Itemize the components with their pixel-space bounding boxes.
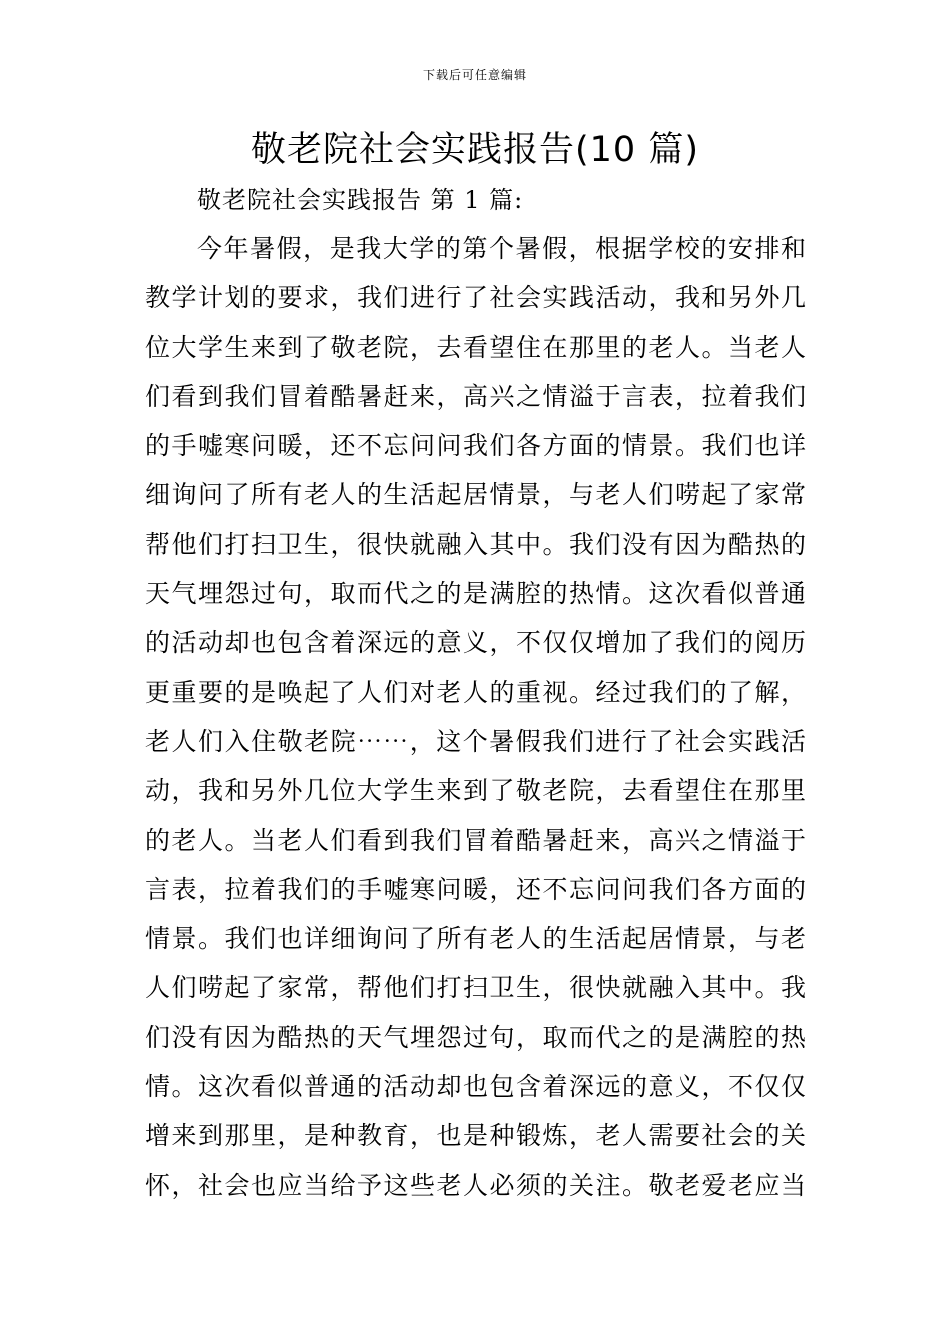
body-line: 动，我和另外几位大学生来到了敬老院，去看望住在那里 <box>145 776 807 806</box>
body-line: 更重要的是唤起了人们对老人的重视。经过我们的了解， <box>145 677 807 707</box>
body-line: 细询问了所有老人的生活起居情景，与老人们唠起了家常 <box>145 480 807 510</box>
document-title: 敬老院社会实践报告(10 篇) <box>251 130 699 170</box>
body-line: 天气埋怨过句，取而代之的是满腔的热情。这次看似普通 <box>145 579 807 609</box>
section-heading: 敬老院社会实践报告 第 1 篇: <box>197 186 524 214</box>
body-line: 教学计划的要求，我们进行了社会实践活动，我和另外几 <box>145 283 807 313</box>
body-line: 的手嘘寒问暖，还不忘问问我们各方面的情景。我们也详 <box>145 431 807 461</box>
body-line: 怀，社会也应当给予这些老人必须的关注。敬老爱老应当 <box>145 1170 807 1200</box>
body-line: 言表，拉着我们的手嘘寒问暖，还不忘问问我们各方面的 <box>145 874 807 904</box>
body-line: 人们唠起了家常，帮他们打扫卫生，很快就融入其中。我 <box>145 973 807 1003</box>
body-line: 情景。我们也详细询问了所有老人的生活起居情景，与老 <box>145 924 807 954</box>
page-header-note: 下载后可任意编辑 <box>422 68 527 82</box>
body-line: 增来到那里，是种教育，也是种锻炼，老人需要社会的关 <box>145 1121 807 1151</box>
body-line: 们看到我们冒着酷暑赶来，高兴之情溢于言表，拉着我们 <box>145 381 807 411</box>
body-line: 的老人。当老人们看到我们冒着酷暑赶来，高兴之情溢于 <box>145 825 807 855</box>
body-line: 帮他们打扫卫生，很快就融入其中。我们没有因为酷热的 <box>145 529 807 559</box>
body-line: 今年暑假，是我大学的第个暑假，根据学校的安排和 <box>197 234 807 263</box>
body-line: 们没有因为酷热的天气埋怨过句，取而代之的是满腔的热 <box>145 1022 807 1052</box>
body-line: 位大学生来到了敬老院，去看望住在那里的老人。当老人 <box>145 332 807 362</box>
body-line: 的活动却也包含着深远的意义，不仅仅增加了我们的阅历 <box>145 628 807 658</box>
body-line: 情。这次看似普通的活动却也包含着深远的意义，不仅仅 <box>145 1072 807 1102</box>
body-paragraph <box>145 229 807 1215</box>
body-line: 老人们入住敬老院⋯⋯，这个暑假我们进行了社会实践活 <box>145 726 807 756</box>
